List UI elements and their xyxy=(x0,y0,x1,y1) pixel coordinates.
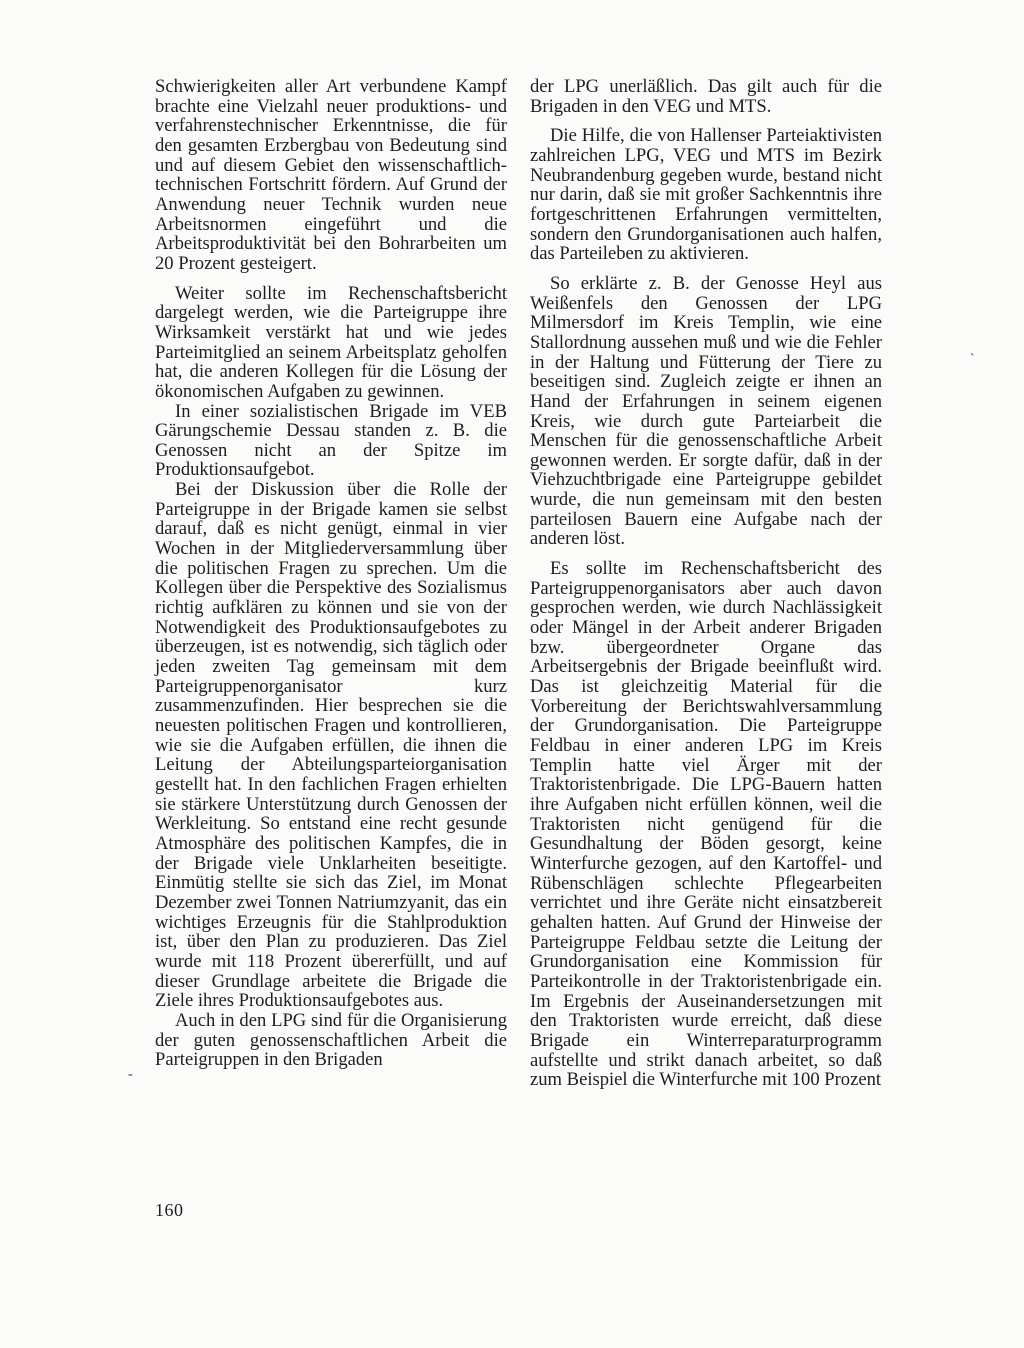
scan-speck-icon: ˋ xyxy=(970,352,975,367)
paragraph-hallenser-parteiaktivisten: Die Hilfe, die von Hallenser Parteiaktivisten zahlreichen LPG, VEG und MTS im Bezirk Neubrandenburg gegeben wurde, bestand nicht nur darin, daß sie mit großer Sachkenntnis ihre fortgeschrittenen Erfahrungen vermittelten, sondern den Grundorganisationen auch halfen, das Parteileben zu aktivieren. xyxy=(530,125,882,265)
paragraph-lpg-brigaden: Auch in den LPG sind für die Organisierung der guten genossenschaftlichen Arbeit die Parteigruppen in den Brigaden xyxy=(155,1009,507,1071)
right-text-column xyxy=(530,77,882,1100)
paragraph-diskussion-parteigruppe: Bei der Diskussion über die Rolle der Parteigruppe in der Brigade kamen sie selbst darauf, daß es nicht genügt, einmal in vier Wochen in der Mitgliederversammlung über die politischen Fragen zu sprechen. Um die Kollegen über die Perspektive des Sozialismus richtig aufklären zu können und sie von der Notwendigkeit des Produktionsaufgebotes zu überzeugen, ist es notwendig, sich täglich oder jeden zweiten Tag gemeinsam mit dem Parteigruppenorganisator kurz zusammenzufinden. Hier besprechen sie die neuesten politischen Fragen und kontrollieren, wie sie die Aufgaben erfüllen, die ihnen die Leitung der Abteilungsparteiorganisation gestellt hat. In den fachlichen Fragen erhielten sie stärkere Unterstützung durch Genossen der Werkleitung. So entstand eine recht gesunde Atmosphäre des politischen Kampfes, die in der Brigade viele Unklarheiten beseitigte. Einmütig stellte sie sich das Ziel, im Monat Dezember zwei Tonnen Natriumzyanit, das ein wichtiges Erzeugnis für die Stahlproduktion ist, über den Plan zu produzieren. Das Ziel wurde mit 118 Prozent übererfüllt, und auf dieser Grundlage arbeitete die Brigade die Ziele ihres Produktionsaufgebotes aus. xyxy=(155,479,507,1012)
paragraph-genosse-heyl: So erklärte z. B. der Genosse Heyl aus Weißenfels den Genossen der LPG Milmersdorf im Kreis Templin, wie eine Stallordnung aussehen muß und wie die Fehler in der Haltung und Fütterung der Tiere zu beseitigen sind. Zugleich zeigte er ihnen an Hand der Erfahrungen in seinem eigenen Kreis, wie durch gute Parteiarbeit die Menschen für die genossenschaftliche Arbeit gewonnen werden. Er sorgte dafür, daß in der Viehzuchtbrigade eine Parteigruppe gebildet wurde, die nun gemeinsam mit den besten parteilosen Bauern eine Aufgabe nach der anderen löst. xyxy=(530,272,882,550)
paragraph-lpg-unerlaesslich: der LPG unerläßlich. Das gilt auch für die Brigaden in den VEG und MTS. xyxy=(530,76,882,117)
left-text-column xyxy=(155,77,507,1070)
paragraph-traktoristenbrigade: Es sollte im Rechenschaftsbericht des Parteigruppenorganisators aber auch davon gesprochen werden, wie durch Nachlässigkeit oder Mängel in der Arbeit anderer Brigaden bzw. übergeordneter Organe das Arbeitsergebnis der Brigade beeinflußt wird. Das ist gleichzeitig Material für die Vorbereitung der Berichtswahlversammlung der Grundorganisation. Die Parteigruppe Feldbau in einer anderen LPG im Kreis Templin hatte viel Ärger mit der Traktoristenbrigade. Die LPG-Bauern hatten ihre Aufgaben nicht erfüllen können, weil die Traktoristen nicht genügend für die Gesundhaltung der Böden gesorgt, keine Winterfurche gezogen, auf den Kartoffel- und Rübenschlägen schlechte Pflegearbeiten verrichtet und ihre Geräte nicht einsatzbereit gehalten hatten. Auf Grund der Hinweise der Parteigruppe Feldbau setzte die Leitung der Grundorganisation eine Kommission für Parteikontrolle in der Traktoristenbrigade ein. Im Ergebnis der Auseinandersetzungen mit den Traktoristen wurde erreicht, daß diese Brigade ein Winterreparaturprogramm aufstellte und strikt danach arbeitet, so daß zum Beispiel die Winterfurche mit 100 Prozent xyxy=(530,558,882,1091)
paragraph-rechenschaftsbericht: Weiter sollte im Rechenschaftsbericht dargelegt werden, wie die Parteigruppe ihre Wirksamkeit verstärkt hat und wie jedes Parteimitglied an seinem Arbeitsplatz geholfen hat, die anderen Kollegen für die Lösung der ökonomischen Aufgaben zu gewinnen. xyxy=(155,282,507,402)
scan-speck-icon: - xyxy=(128,1067,133,1082)
paragraph-gaerungschemie-dessau: In einer sozialistischen Brigade im VEB Gärungschemie Dessau standen z. B. die Genossen nicht an der Spitze im Produktionsaufgebot. xyxy=(155,400,507,481)
page-number: 160 xyxy=(155,1200,184,1220)
paragraph-erzbergbau: Schwierigkeiten aller Art verbundene Kampf brachte eine Vielzahl neuer produktions- und verfahrenstechnischer Erkenntnisse, die für den gesamten Erzbergbau von Bedeutung sind und auf diesem Gebiet den wissenschaftlich-technischen Fortschritt fördern. Auf Grund der Anwendung neuer Technik wurden neue Arbeitsnormen eingeführt und die Arbeitsproduktivität bei den Bohrarbeiten um 20 Prozent gesteigert. xyxy=(155,76,507,274)
